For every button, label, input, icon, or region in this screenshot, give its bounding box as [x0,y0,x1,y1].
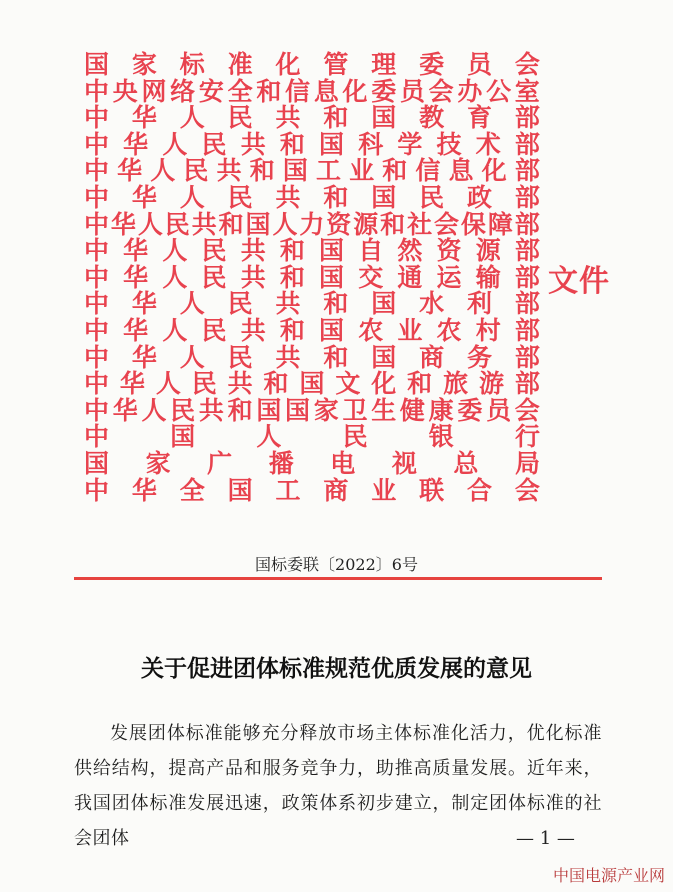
issuer-char: 运 [436,262,462,292]
issuer-char: 技 [436,129,462,159]
issuer-char: 标 [179,50,205,79]
issuer-row [84,291,540,318]
issuer-row [84,105,540,132]
issuer-char: 部 [514,342,540,372]
issuer-char: 政 [467,182,493,212]
issuer-char: 保 [460,209,486,239]
issuer-char: 中 [84,422,110,452]
issuer-char: 委 [371,76,397,106]
issuer-char: 员 [467,50,493,79]
issuer-char: 民 [227,289,253,319]
issuer-char: 国 [299,369,325,399]
issuer-char: 旅 [443,369,469,399]
issuer-char: 中 [84,103,110,133]
issuer-char: 人 [179,103,205,133]
issuer-char: 和 [279,262,305,292]
issuer-char: 视 [391,448,417,478]
issuer-char: 文 [335,369,361,399]
issuer-char: 共 [240,262,266,292]
issuer-char: 委 [419,50,445,79]
issuer-char: 家 [131,50,157,79]
issuer-char: 准 [227,50,253,79]
issuer-row [84,158,540,185]
issuer-char: 信 [285,76,311,106]
issuer-char: 华 [131,103,157,133]
issuer-char: 中 [84,156,110,186]
issuer-char: 业 [397,315,423,345]
issuer-char: 业 [371,475,397,505]
issuer-char: 障 [487,209,513,239]
issuer-char: 自 [358,236,384,266]
issuer-char: 合 [467,475,493,505]
issuer-char: 会 [514,50,540,79]
issuer-char: 华 [131,475,157,505]
issuer-char: 交 [358,262,384,292]
issuer-char: 共 [240,315,266,345]
issuer-char: 播 [268,448,294,478]
issuer-char: 局 [514,448,540,478]
header-suffix: 文件 [548,264,610,299]
issuer-char: 广 [207,448,233,478]
issuer-char: 和 [323,342,349,372]
issuer-char: 华 [110,209,136,239]
issuer-char: 员 [486,395,512,425]
issuer-char: 和 [279,236,305,266]
issuer-char: 行 [514,422,540,452]
issuer-char: 中 [84,475,110,505]
issuer-char: 化 [481,156,507,186]
issuer-char: 央 [112,76,138,106]
issuer-char: 水 [419,289,445,319]
issuer-char: 共 [275,289,301,319]
issuer-row [84,342,540,372]
issuer-row [84,448,540,478]
issuer-char: 部 [514,262,540,292]
issuer-char: 人 [179,289,205,319]
issuer-char: 网 [141,76,167,106]
issuer-row [84,262,540,292]
issuer-char: 中 [84,236,110,266]
issuer-char: 办 [457,76,483,106]
issuer-row [84,182,540,212]
issuer-char: 康 [428,395,454,425]
issuer-char: 国 [319,129,345,159]
issuer-char: 共 [240,236,266,266]
issuer-char: 国 [285,395,311,425]
issuer-char: 国 [84,448,110,478]
issuer-char: 家 [145,448,171,478]
issuer-char: 农 [436,315,462,345]
issuer-char: 华 [123,236,149,266]
issuer-char: 力 [299,209,325,239]
issuer-char: 社 [407,209,433,239]
issuer-char: 输 [475,262,501,292]
issuer-char: 共 [198,395,224,425]
issuing-authorities [84,52,540,504]
issuer-char: 员 [399,76,425,106]
issuer-char: 民 [201,315,227,345]
issuer-char: 共 [275,342,301,372]
issuer-char: 和 [279,129,305,159]
issuer-char: 电 [330,448,356,478]
issuer-char: 息 [448,156,474,186]
issuer-char: 和 [256,76,282,106]
issuer-char: 会 [433,209,459,239]
issuer-char: 国 [371,289,397,319]
issuer-char: 民 [170,395,196,425]
issuer-char: 人 [162,262,188,292]
issuer-char: 国 [371,103,397,133]
issuer-char: 信 [415,156,441,186]
issuer-char: 息 [313,76,339,106]
issuer-char: 民 [201,262,227,292]
issuer-char: 源 [353,209,379,239]
issuer-char: 华 [123,129,149,159]
issuer-char: 全 [227,76,253,106]
issuer-row [84,209,540,239]
issuer-char: 国 [371,342,397,372]
issuer-char: 商 [419,342,445,372]
issuer-char: 国 [319,236,345,266]
issuer-char: 中 [84,289,110,319]
site-watermark: 中国电源产业网 [552,866,665,885]
issuer-char: 中 [84,262,110,292]
issuer-char: 国 [84,50,110,79]
issuer-char: 室 [514,76,540,106]
issuer-char: 部 [514,289,540,319]
issuer-char: 民 [227,342,253,372]
issuer-char: 民 [201,129,227,159]
issuer-char: 络 [170,76,196,106]
issuer-char: 华 [131,342,157,372]
issuer-char: 人 [256,422,282,452]
issuer-char: 部 [514,156,540,186]
document-title: 关于促进团体标准规范优质发展的意见 [141,656,532,682]
issuer-char: 和 [323,289,349,319]
issuer-char: 理 [371,50,397,79]
issuer-char: 人 [162,236,188,266]
issuer-row [84,475,540,505]
issuer-char: 管 [323,50,349,79]
issuer-char: 民 [419,182,445,212]
issuer-char: 部 [514,369,540,399]
issuer-char: 部 [514,236,540,266]
issuer-char: 联 [419,475,445,505]
issuer-char: 和 [407,369,433,399]
issuer-char: 利 [467,289,493,319]
issuer-char: 科 [358,129,384,159]
issuer-char: 民 [191,369,217,399]
issuer-char: 中 [84,76,110,106]
issuer-char: 共 [191,209,217,239]
issuer-char: 国 [256,395,282,425]
issuer-char: 公 [486,76,512,106]
issuer-char: 民 [227,182,253,212]
issuer-char: 国 [319,262,345,292]
issuer-char: 民 [201,236,227,266]
issuer-char: 部 [514,182,540,212]
issuer-char: 安 [198,76,224,106]
issuer-char: 国 [245,209,271,239]
issuer-char: 国 [319,315,345,345]
issuer-char: 教 [419,103,445,133]
issuer-char: 华 [117,156,143,186]
issuer-char: 和 [218,209,244,239]
issuer-char: 民 [164,209,190,239]
issuer-char: 源 [475,236,501,266]
issuer-char: 人 [150,156,176,186]
issuer-char: 和 [263,369,289,399]
issuer-char: 工 [315,156,341,186]
issuer-char: 然 [397,236,423,266]
issuer-char: 国 [371,182,397,212]
body-paragraph: 发展团体标准能够充分释放市场主体标准化活力，优化标准供给结构，提高产品和服务竞争力，助推高质量发展。近年来，我国团体标准发展迅速，政策体系初步建立，制定团体标准的社会团体 [74,723,602,849]
red-divider-line [74,577,602,580]
issuer-row [84,238,540,265]
issuer-char: 人 [272,209,298,239]
issuer-char: 人 [141,395,167,425]
issuer-char: 全 [179,475,205,505]
issuer-char: 农 [358,315,384,345]
issuer-char: 和 [380,209,406,239]
issuer-char: 国 [282,156,308,186]
issuer-char: 银 [428,422,454,452]
issuer-char: 资 [436,236,462,266]
issuer-char: 华 [112,395,138,425]
issuer-row [84,52,540,79]
issuer-char: 健 [399,395,425,425]
issuer-char: 中 [84,182,110,212]
issuer-char: 总 [453,448,479,478]
issuer-char: 中 [84,369,110,399]
issuer-char: 会 [428,76,454,106]
issuer-char: 资 [326,209,352,239]
issuer-char: 工 [275,475,301,505]
issuer-char: 育 [467,103,493,133]
issuer-char: 共 [240,129,266,159]
issuer-char: 村 [475,315,501,345]
issuer-row [84,371,540,398]
issuer-row [84,76,540,106]
issuer-char: 学 [397,129,423,159]
issuer-char: 部 [514,103,540,133]
issuer-char: 华 [123,262,149,292]
issuer-char: 人 [137,209,163,239]
issuer-char: 和 [323,182,349,212]
issuer-char: 和 [382,156,408,186]
page-number: — 1 — [516,828,575,849]
issuer-char: 和 [227,395,253,425]
issuer-char: 家 [313,395,339,425]
issuer-char: 中 [84,209,110,239]
issuer-char: 中 [84,342,110,372]
issuer-char: 人 [155,369,181,399]
issuer-char: 共 [275,182,301,212]
issuer-char: 会 [514,395,540,425]
issuer-char: 中 [84,395,110,425]
issuer-char: 生 [371,395,397,425]
issuer-char: 和 [249,156,275,186]
issuer-char: 共 [227,369,253,399]
issuer-char: 人 [162,315,188,345]
issuer-char: 化 [275,50,301,79]
issuer-char: 化 [371,369,397,399]
issuer-char: 游 [478,369,504,399]
issuer-char: 务 [467,342,493,372]
issuer-char: 中 [84,129,110,159]
issuer-char: 国 [170,422,196,452]
issuer-char: 共 [275,103,301,133]
issuer-char: 部 [514,129,540,159]
issuer-row [84,424,540,451]
issuer-char: 和 [279,315,305,345]
issuer-char: 民 [342,422,368,452]
issuer-row [84,129,540,159]
issuer-char: 民 [227,103,253,133]
issuer-char: 人 [162,129,188,159]
issuer-char: 中 [84,315,110,345]
issuer-char: 人 [179,342,205,372]
issuer-char: 国 [227,475,253,505]
issuer-char: 人 [179,182,205,212]
issuer-char: 部 [514,315,540,345]
issuer-row [84,315,540,345]
issuer-char: 共 [216,156,242,186]
issuer-char: 化 [342,76,368,106]
issuer-char: 部 [514,209,540,239]
issuer-row [84,395,540,425]
issuer-char: 会 [514,475,540,505]
issuer-char: 术 [475,129,501,159]
issuer-char: 和 [323,103,349,133]
issuer-char: 华 [131,182,157,212]
issuer-char: 业 [349,156,375,186]
issuer-char: 商 [323,475,349,505]
issuer-char: 卫 [342,395,368,425]
issuer-char: 通 [397,262,423,292]
issuer-char: 民 [183,156,209,186]
document-number: 国标委联〔2022〕6号 [255,555,418,574]
issuer-char: 华 [119,369,145,399]
issuer-char: 华 [123,315,149,345]
issuer-char: 委 [457,395,483,425]
issuer-char: 华 [131,289,157,319]
